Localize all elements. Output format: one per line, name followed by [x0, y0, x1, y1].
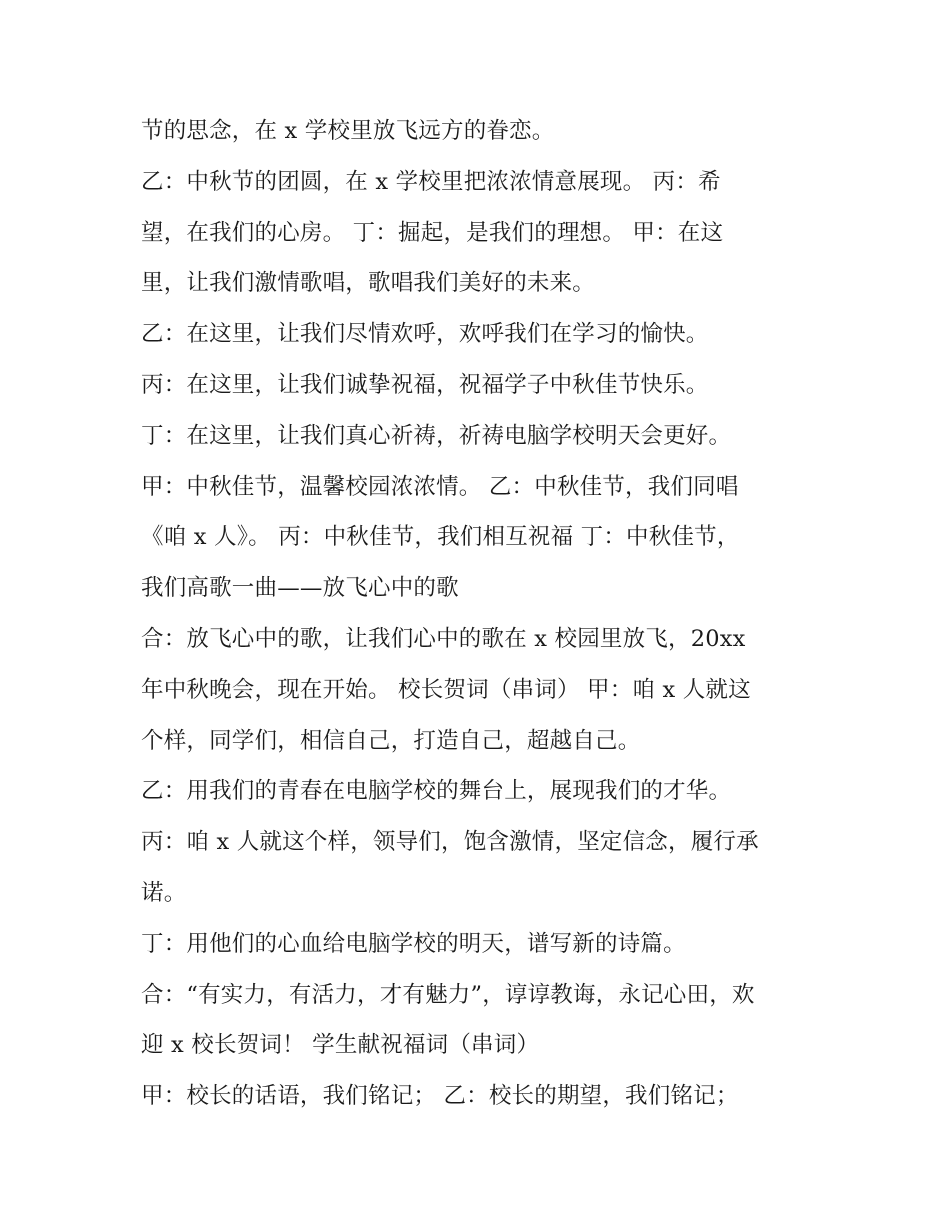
- text-line: 甲：中秋佳节，温馨校园浓浓情。 乙：中秋佳节，我们同唱: [141, 473, 739, 500]
- text-line: 合：“有实力，有活力，才有魅力”，谆谆教诲，永记心田，欢: [141, 981, 755, 1008]
- text-line: 望，在我们的心房。 丁：掘起，是我们的理想。 甲：在这: [141, 219, 724, 246]
- text-line: 乙：在这里，让我们尽情欢呼，欢呼我们在学习的愉快。: [141, 321, 709, 348]
- text-line: 甲：校长的话语，我们铭记； 乙：校长的期望，我们铭记；: [141, 1083, 739, 1110]
- text-line: 丁：用他们的心血给电脑学校的明天，谱写新的诗篇。: [141, 930, 686, 957]
- text-line: 节的思念，在 x 学校里放飞远方的眷恋。: [141, 118, 555, 144]
- text-line: 乙：用我们的青春在电脑学校的舞台上，展现我们的才华。: [141, 778, 732, 805]
- text-line: 合：放飞心中的歌，让我们心中的歌在 x 校园里放飞，20xx: [141, 625, 746, 652]
- text-line: 《咱 x 人》。 丙：中秋佳节，我们相互祝福 丁：中秋佳节，: [141, 524, 740, 551]
- text-line: 年中秋晚会，现在开始。 校长贺词（串词） 甲：咱 x 人就这: [141, 676, 751, 703]
- text-line: 诺。: [141, 879, 187, 906]
- text-line: 个样，同学们，相信自己，打造自己，超越自己。: [141, 727, 641, 754]
- text-line: 丙：在这里，让我们诚挚祝福，祝福学子中秋佳节快乐。: [141, 371, 709, 398]
- text-line: 丙：咱 x 人就这个样，领导们，饱含激情，坚定信念，履行承: [141, 829, 759, 856]
- text-line: 丁：在这里，让我们真心祈祷，祈祷电脑学校明天会更好。: [141, 422, 732, 449]
- text-line: 迎 x 校长贺词！ 学生献祝福词（串词）: [141, 1032, 540, 1059]
- text-line: 乙：中秋节的团圆，在 x 学校里把浓浓情意展现。 丙：希: [141, 168, 721, 195]
- document-body: [141, 106, 841, 1122]
- text-line: 我们高歌一曲——放飞心中的歌: [141, 575, 459, 602]
- text-line: 里，让我们激情歌唱，歌唱我们美好的未来。: [141, 270, 596, 297]
